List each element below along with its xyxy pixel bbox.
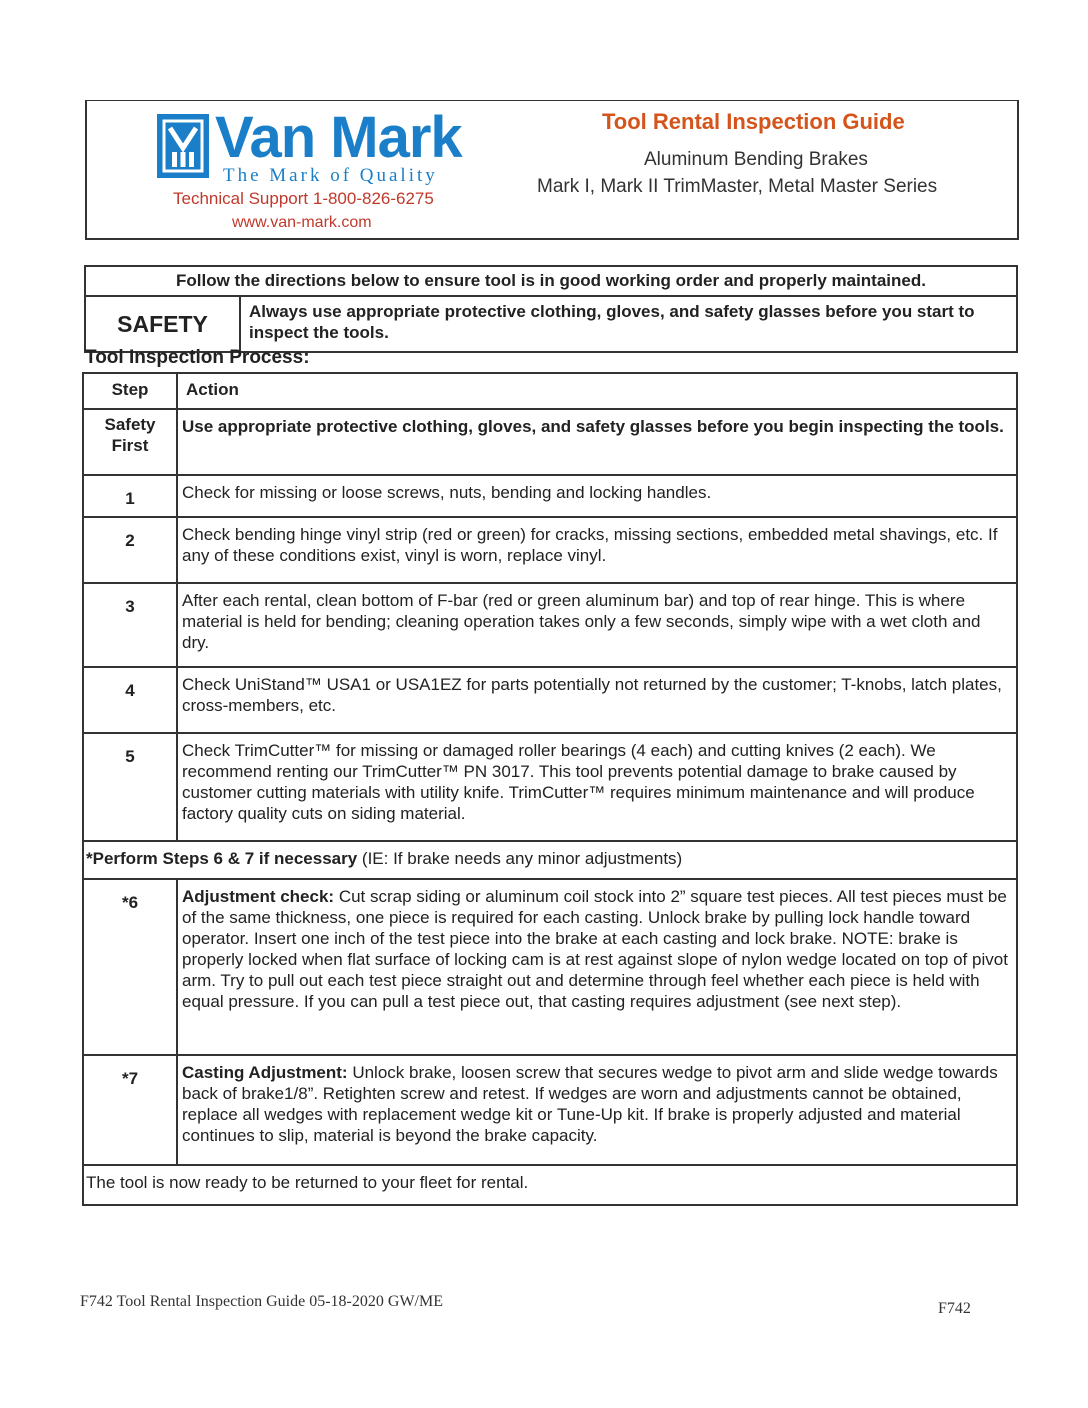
- van-mark-logo-icon: [157, 114, 209, 178]
- step-action: Check TrimCutter™ for missing or damaged roller bearings (4 each) and cutting knives (2 each). We recommend renting our TrimCutter™ PN 3017. This tool prevents potential damage to brake caused by customer cutting materials with utility knife. TrimCutter™ requires minimum maintenance and will produce factory quality cuts on siding material.: [177, 733, 1017, 841]
- step-action-lead: Casting Adjustment:: [182, 1063, 348, 1082]
- process-title: Tool Inspection Process:: [85, 347, 310, 368]
- safety-text: Always use appropriate protective clothing, gloves, and safety glasses before you start to inspect the tools.: [249, 302, 975, 342]
- step-action: [177, 1055, 1017, 1165]
- step-action-text: Cut scrap siding or aluminum coil stock into 2” square test pieces. All test pieces must be of the same thickness, one piece is required for each casting. Unlock brake by pulling lock handle toward operator. Insert one inch of the test piece into the brake at each casting and lock brake. NOTE: brake is properly locked when flat surface of locking cam is at rest against slope of nylon wedge located on top of pivot arm. Try to pull out each test piece straight out and determine through feel whether each piece is held with equal pressure. If you can pull a test piece out, that casting requires adjustment (see next step).: [182, 887, 1008, 1011]
- step-number: 4: [83, 667, 177, 733]
- step-number: *7: [83, 1055, 177, 1165]
- footer-form-number: F742: [938, 1300, 971, 1317]
- table-header-row: [83, 373, 1017, 409]
- guide-title: Tool Rental Inspection Guide: [602, 109, 905, 134]
- directions-text: Follow the directions below to ensure tool is in good working order and properly maintained.: [86, 267, 1016, 297]
- table-row: [83, 667, 1017, 733]
- closing-row: [83, 1165, 1017, 1205]
- step-action: Check UniStand™ USA1 or USA1EZ for parts potentially not returned by the customer; T-knobs, latch plates, cross-members, etc.: [177, 667, 1017, 733]
- table-row: [83, 583, 1017, 667]
- table-row: [83, 475, 1017, 517]
- optional-steps-note-bold: *Perform Steps 6 & 7 if necessary: [86, 849, 358, 868]
- step-number: 1: [83, 475, 177, 517]
- step-number: 3: [83, 583, 177, 667]
- step-number: 5: [83, 733, 177, 841]
- logo-tagline: The Mark of Quality: [223, 165, 438, 186]
- table-row: [83, 879, 1017, 1055]
- table-row: [83, 409, 1017, 475]
- step-number: *6: [83, 879, 177, 1055]
- step-action: After each rental, clean bottom of F-bar (red or green aluminum bar) and top of rear hinge. This is where material is held for bending; cleaning operation takes only a few seconds, simply wipe with a wet cloth and dry.: [177, 583, 1017, 667]
- step-action: [177, 879, 1017, 1055]
- step-action: Check for missing or loose screws, nuts, bending and locking handles.: [177, 475, 1017, 517]
- step-number: Safety First: [83, 409, 177, 475]
- closing-text: The tool is now ready to be returned to your fleet for rental.: [83, 1165, 1017, 1205]
- optional-steps-note-text: (IE: If brake needs any minor adjustments): [357, 849, 683, 868]
- logo-wordmark: Van Mark: [215, 105, 462, 170]
- footer-form-id: F742 Tool Rental Inspection Guide 05-18-2020 GW/ME: [80, 1293, 443, 1310]
- safety-label: SAFETY: [86, 297, 241, 351]
- intro-box: [84, 265, 1018, 353]
- guide-subtitle-product: Aluminum Bending Brakes: [644, 149, 868, 170]
- column-header-step: Step: [83, 373, 177, 409]
- step-action: Use appropriate protective clothing, gloves, and safety glasses before you begin inspecting the tools.: [177, 409, 1017, 475]
- inspection-steps-table: [82, 372, 1018, 1206]
- guide-subtitle-series: Mark I, Mark II TrimMaster, Metal Master Series: [537, 176, 938, 197]
- optional-steps-note: [83, 841, 1017, 879]
- table-row: [83, 733, 1017, 841]
- step-number: 2: [83, 517, 177, 583]
- step-action: Check bending hinge vinyl strip (red or green) for cracks, missing sections, embedded metal shavings, etc. If any of these conditions exist, vinyl is worn, replace vinyl.: [177, 517, 1017, 583]
- technical-support-phone: Technical Support 1-800-826-6275: [173, 189, 434, 208]
- header-box: [85, 100, 1019, 240]
- optional-steps-row: [83, 841, 1017, 879]
- step-action-lead: Adjustment check:: [182, 887, 335, 906]
- column-header-action: Action: [177, 373, 1017, 409]
- step-action-text: Unlock brake, loosen screw that secures wedge to pivot arm and slide wedge towards back of brake1/8”. Retighten screw and retest. If wedges are worn and adjustments cannot be obtained, replace all wedges with replacement wedge kit or Tune-Up kit. If brake is properly adjusted and material continues to slip, material is beyond the brake capacity.: [182, 1063, 998, 1145]
- website-link[interactable]: www.van-mark.com: [232, 214, 372, 231]
- table-row: [83, 1055, 1017, 1165]
- table-row: [83, 517, 1017, 583]
